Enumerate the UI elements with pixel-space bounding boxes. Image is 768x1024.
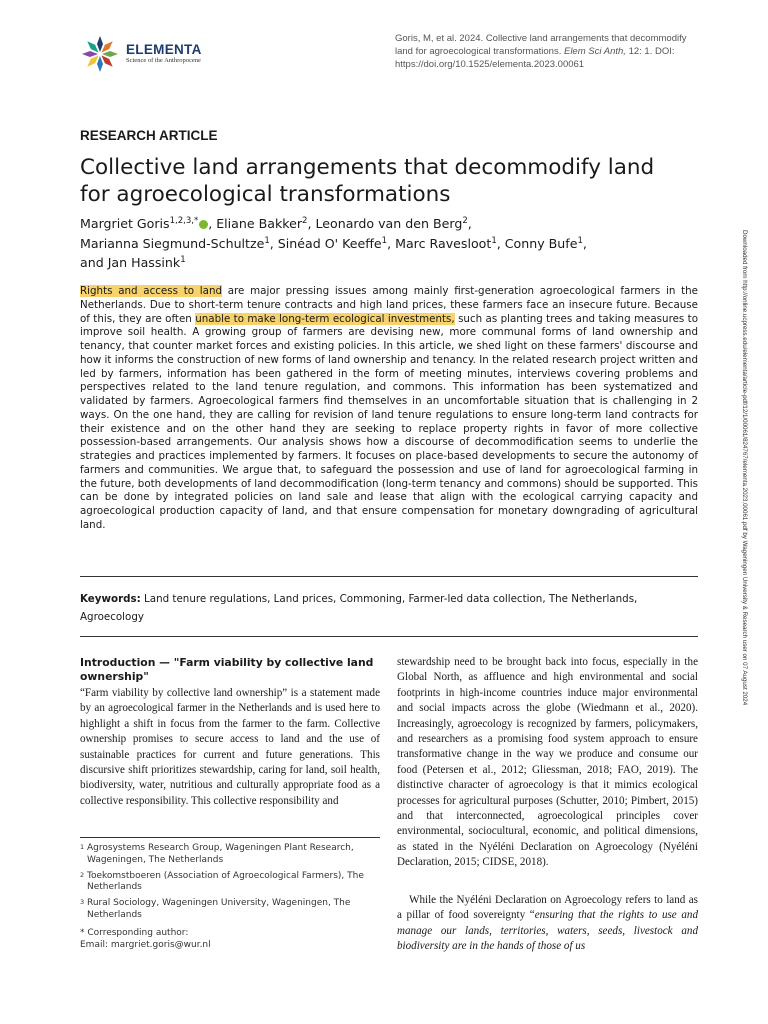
divider-top: [80, 576, 698, 577]
footnote-text: Agrosystems Research Group, Wageningen Plant Research, Wageningen, The Netherlands: [87, 843, 354, 865]
article-title: Collective land arrangements that decommodify land for agroecological transformations: [80, 155, 655, 207]
footnote-number: 1: [80, 843, 85, 851]
intro-right-paragraph-2: [397, 893, 698, 955]
author-affiliation: 1: [264, 235, 270, 246]
footnote-text: Rural Sociology, Wageningen University, Wageningen, The Netherlands: [87, 898, 351, 920]
highlight-2[interactable]: unable to make long-term ecological investments,: [195, 312, 455, 325]
citation-text: Goris, M, et al. 2024. Collective land arrangements that decommodify land for agroecological transformations.: [395, 33, 687, 57]
author[interactable]: and Jan Hassink$^1$: [80, 254, 186, 270]
keywords: [80, 590, 698, 626]
footnote-number: 2: [80, 870, 85, 879]
intro-left-column: “Farm viability by collective land ownership” is a statement made by an agroecological farmer in the Netherlands and is used here to highlight a shift in focus from the farmer to the farm. Collective ownership promises to secure access to land and the use of sustainable practices for current and future generations. This discursive shift prioritizes stewardship, caring for land, soil health, biodiversity, water, nutritious and culturally appropriate food as a collective responsibility. This collective responsibility and: [80, 687, 380, 807]
author-affiliation: 1: [491, 235, 497, 246]
author[interactable]: Sinéad O' Keeffe$^1$: [277, 235, 388, 251]
author-affiliation: 1: [381, 235, 388, 246]
citation: [395, 32, 695, 71]
keywords-label: Keywords:: [80, 593, 141, 605]
logo-petal: [97, 56, 103, 72]
citation-doi[interactable]: 12: 1. DOI: https://doi.org/10.1525/elementa.2023.00061: [395, 46, 675, 70]
download-notice: Downloaded from http://online.ucpress.edu/elementa/article-pdf/12/1/00061/824767/elementa.2023.00061.pdf by Wageningen University & Research user on 07 August 2024: [741, 230, 748, 706]
author-affiliation: 1: [180, 254, 186, 265]
corresponding-label: * Corresponding author:: [80, 928, 189, 938]
author[interactable]: Marianna Siegmund-Schultze$^1$: [80, 235, 270, 251]
author[interactable]: Eliane Bakker$^2$: [216, 215, 308, 231]
abstract-part-2: such as planting trees and taking measures to improve soil health. A growing group of farmers are devising new, more communal forms of land ownership and tenancy, that counter market forces and existing policies. In this article, we shed light on these farmers' discourse and how it informs the construction of new forms of land ownership and tenancy. In the related research project written and led by farmers, information has been gathered in the form of meeting minutes, interviews covering problems and perspectives related to the land tenure regulation, and commons. This information has been systematized and validated by farmers. Agroecological farmers find themselves in an uncomfortable situation that is challenging in 2 ways. On the one hand, they are calling for revision of land tenure regulations to ensure long-term land contracts for their existence and on the other hand they are seeking to replace property rights in favor of more collective possession-based arrangements. Our analysis shows how a discourse of decommodification seems to underlie the strategies and practices implemented by farmers. It focuses on place-based developments to secure the autonomy of farmers and communities. We argue that, to safeguard the possession and use of land for agroecological farming in the future, both developments of land decommodification (long-term tenancy and commons) should be supported. This can be done by integrated policies on land sale and lease that align with the ecological carrying capacity and agroecological production capacity of land, and that ensure compensation for monetary downgrading of agricultural land.: [80, 312, 698, 531]
elementa-star-icon: [80, 34, 120, 74]
footnote: [80, 898, 380, 921]
footnote: [80, 871, 380, 894]
footnotes: [80, 843, 380, 951]
section-heading: Introduction — "Farm viability by collective land ownership": [80, 656, 374, 683]
logo-tagline: Science of the Anthropocene: [126, 57, 201, 64]
intro-right-quote: ensuring that the rights to use and manage our lands, territories, waters, seeds, livestock and biodiversity are in the hands of those of us: [397, 909, 698, 953]
keywords-text: Land tenure regulations, Land prices, Commoning, Farmer-led data collection, The Netherlands, Agroecology: [80, 593, 638, 623]
footnote-number: 3: [80, 898, 85, 906]
intro-right-text: While the Nyéléni Declaration on Agroecology refers to land as a pillar of food sovereignty “: [397, 894, 698, 922]
logo-petal: [97, 36, 103, 52]
author-affiliation: 1: [577, 235, 583, 246]
abstract: [80, 285, 698, 533]
author[interactable]: Marc Ravesloot$^1$: [395, 235, 497, 251]
highlight-1[interactable]: Rights and access to land: [80, 285, 223, 297]
article-type: RESEARCH ARTICLE: [80, 128, 218, 143]
journal-logo: [80, 34, 202, 74]
author[interactable]: Conny Bufe$^1$: [504, 235, 583, 251]
author-list: Margriet Goris$^{1,2,3,*}$ , Eliane Bakker$^2$, Leonardo van den Berg$^2$, Marianna Siegmund-Schultze$^1$, Sinéad O' Keeffe$^1$, Marc Ravesloot$^1$, Conny Bufe$^1$, and Jan Hassink$^1$: [80, 215, 587, 270]
intro-right-paragraph-1: stewardship need to be brought back into focus, especially in the Global North, as affluence and high environmental and social footprints in high-income countries induce major environmental and social impacts across the globe (Wiedmann et al., 2020). Increasingly, agroecology is recognized by farmers, policymakers, and researchers as a promising food system approach to ensure transformative change in the way we produce and consume our food (Petersen et al., 2012; Gliessman, 2018; FAO, 2019). The distinctive character of agroecology is that it mimics ecological processes for agricultural purposes (Schutter, 2010; Pimbert, 2015) and that interconnected, agroecological principles cover environmental, sociocultural, economic, and political dimensions, as stated in the Nyéléni Declaration on Agroecology (Nyéléni Declaration, 2015; CIDSE, 2018).: [397, 656, 698, 869]
corresponding-email[interactable]: Email: margriet.goris@wur.nl: [80, 939, 211, 950]
abstract-part-1: are major pressing issues among mainly first-generation agroecological farmers in the Netherlands. Due to short-term tenure contracts and high land prices, these farmers face an insecure future. Because of this, they are often: [80, 285, 698, 325]
footnote-text: Toekomstboeren (Association of Agroecological Farmers), The Netherlands: [87, 870, 364, 892]
logo-name: ELEMENTA: [126, 42, 202, 57]
footnote: [80, 843, 380, 866]
logo-petal: [102, 51, 118, 57]
author[interactable]: Margriet Goris$^{1,2,3,*}$: [80, 216, 208, 231]
author-affiliation: 2: [462, 215, 468, 226]
divider-bottom: [80, 636, 698, 637]
logo-petal: [82, 51, 98, 57]
citation-journal: Elem Sci Anth,: [563, 46, 626, 57]
author-affiliation: 1,2,3,*: [169, 215, 199, 226]
orcid-icon[interactable]: [199, 220, 208, 229]
corresponding-author: [80, 928, 380, 951]
author[interactable]: Leonardo van den Berg$^2$: [315, 215, 468, 231]
footnote-divider: [80, 837, 380, 838]
author-affiliation: 2: [302, 215, 308, 226]
